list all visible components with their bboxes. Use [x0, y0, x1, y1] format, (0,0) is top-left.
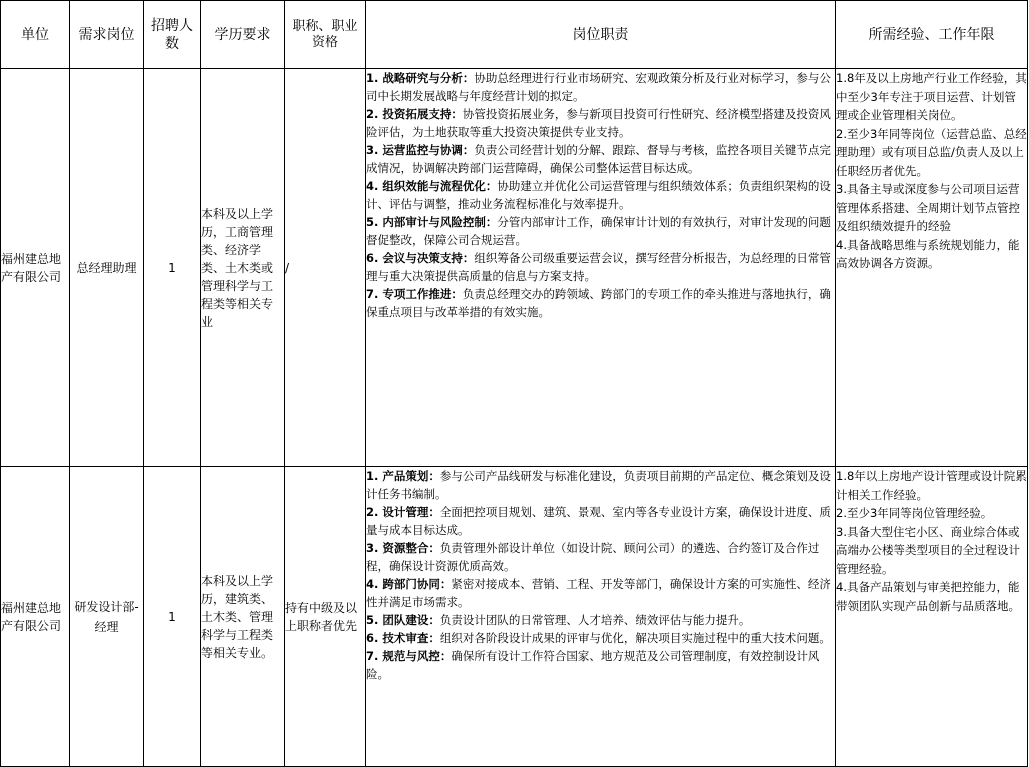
duty-text: 组织对各阶段设计成果的评审与优化，解决项目实施过程中的重大技术问题。	[439, 631, 831, 645]
duty-title: 6. 技术审查：	[366, 631, 440, 645]
header-unit: 单位	[1, 1, 70, 69]
header-position: 需求岗位	[70, 1, 144, 69]
table-row	[1, 467, 1028, 767]
header-duties: 岗位职责	[366, 1, 836, 69]
title-cert-cell: 持有中级及以上职称者优先	[285, 467, 366, 767]
duty-item	[366, 141, 835, 177]
experience-item: 1.8年以上房地产设计管理或设计院累计相关工作经验。	[836, 469, 1027, 502]
header-title-cert: 职称、职业资格	[285, 1, 366, 69]
header-headcount: 招聘人数	[144, 1, 201, 69]
duty-item	[366, 467, 835, 503]
duties-cell	[366, 69, 836, 467]
duty-item	[366, 611, 835, 629]
position-cell: 研发设计部-经理	[70, 467, 144, 767]
duty-text: 协助总经理进行行业市场研究、宏观政策分析及行业对标学习，参与公司中长期发展战略与年度经营计划的拟定。	[366, 71, 831, 103]
duty-title: 1. 战略研究与分析：	[366, 71, 475, 85]
headcount-cell: 1	[144, 69, 201, 467]
duty-title: 7. 专项工作推进：	[366, 287, 463, 301]
experience-cell	[836, 467, 1028, 767]
duty-text: 紧密对接成本、营销、工程、开发等部门，确保设计方案的可实施性、经济性并满足市场需求。	[366, 577, 831, 609]
title-cert-cell: /	[285, 69, 366, 467]
duty-title: 5. 内部审计与风险控制：	[366, 215, 498, 229]
header-experience: 所需经验、工作年限	[836, 1, 1028, 69]
experience-item: 2.至少3年同等岗位管理经验。	[836, 506, 993, 520]
duty-item	[366, 647, 835, 683]
header-education: 学历要求	[201, 1, 285, 69]
headcount-cell: 1	[144, 467, 201, 767]
duty-item	[366, 539, 835, 575]
duty-text: 协助建立并优化公司运营管理与组织绩效体系；负责组织架构的设计、评估与调整，推动业务流程标准化与效率提升。	[366, 179, 831, 211]
duty-item	[366, 285, 835, 321]
duty-item	[366, 249, 835, 285]
table-row	[1, 69, 1028, 467]
duty-title: 1. 产品策划：	[366, 469, 440, 483]
duty-text: 组织筹备公司级重要运营会议，撰写经营分析报告，为总经理的日常管理与重大决策提供高质量的信息与方案支持。	[366, 251, 831, 283]
duty-text: 参与公司产品线研发与标准化建设，负责项目前期的产品定位、概念策划及设计任务书编制。	[366, 469, 831, 501]
duty-title: 7. 规范与风控：	[366, 649, 452, 663]
duty-text: 全面把控项目规划、建筑、景观、室内等各专业设计方案，确保设计进度、质量与成本目标达成。	[366, 505, 831, 537]
position-cell: 总经理助理	[70, 69, 144, 467]
experience-item: 2.至少3年同等岗位（运营总监、总经理助理）或有项目总监/负责人及以上任职经历者优先。	[836, 126, 1027, 178]
duty-text: 负责总经理交办的跨领域、跨部门的专项工作的牵头推进与落地执行，确保重点项目与改革举措的有效实施。	[366, 287, 831, 319]
experience-item: 4.具备产品策划与审美把控能力，能带领团队实现产品创新与品质落地。	[836, 580, 1020, 613]
duty-title: 3. 资源整合：	[366, 541, 440, 555]
duty-text: 负责公司经营计划的分解、跟踪、督导与考核，监控各项目关键节点完成情况，协调解决跨部门运营障碍，确保公司整体运营目标达成。	[366, 143, 831, 175]
duty-item	[366, 177, 835, 213]
duty-item	[366, 629, 835, 647]
duties-cell	[366, 467, 836, 767]
duty-item	[366, 503, 835, 539]
experience-item: 3.具备主导或深度参与公司项目运营管理体系搭建、全周期计划节点管控及组织绩效提升的经验	[836, 182, 1020, 233]
duty-text: 确保所有设计工作符合国家、地方规范及公司管理制度，有效控制设计风险。	[366, 649, 820, 681]
duty-title: 3. 运营监控与协调：	[366, 143, 475, 157]
duty-item	[366, 575, 835, 611]
experience-item: 1.8年及以上房地产行业工作经验，其中至少3年专注于项目运营、计划管理或企业管理相关岗位。	[836, 71, 1027, 122]
duty-title: 4. 跨部门协同：	[366, 577, 452, 591]
duty-text: 负责设计团队的日常管理、人才培养、绩效评估与能力提升。	[439, 613, 751, 627]
unit-cell: 福州建总地产有限公司	[1, 69, 70, 467]
header-row	[1, 1, 1028, 69]
duty-item	[366, 213, 835, 249]
duty-item	[366, 69, 835, 105]
duty-item	[366, 105, 835, 141]
duty-text: 分管内部审计工作，确保审计计划的有效执行，对审计发现的问题督促整改，保障公司合规运营。	[366, 215, 831, 247]
experience-cell	[836, 69, 1028, 467]
duty-title: 2. 设计管理：	[366, 505, 440, 519]
education-cell: 本科及以上学历，建筑类、土木类、管理科学与工程类等相关专业。	[201, 467, 285, 767]
duty-title: 2. 投资拓展支持：	[366, 107, 463, 121]
duty-title: 4. 组织效能与流程优化：	[366, 179, 498, 193]
duty-text: 负责管理外部设计单位（如设计院、顾问公司）的遴选、合约签订及合作过程，确保设计资源优质高效。	[366, 541, 820, 573]
duty-text: 协管投资拓展业务，参与新项目投资可行性研究、经济模型搭建及投资风险评估，为土地获取等重大投资决策提供专业支持。	[366, 107, 831, 139]
duty-title: 6. 会议与决策支持：	[366, 251, 475, 265]
experience-item: 3.具备大型住宅小区、商业综合体或高端办公楼等类型项目的全过程设计管理经验。	[836, 524, 1020, 576]
unit-cell: 福州建总地产有限公司	[1, 467, 70, 767]
education-cell: 本科及以上学历，工商管理类、经济学类、土木类或管理科学与工程类等相关专业	[201, 69, 285, 467]
duty-title: 5. 团队建设：	[366, 613, 440, 627]
experience-item: 4.具备战略思维与系统规划能力，能高效协调各方资源。	[836, 237, 1020, 270]
